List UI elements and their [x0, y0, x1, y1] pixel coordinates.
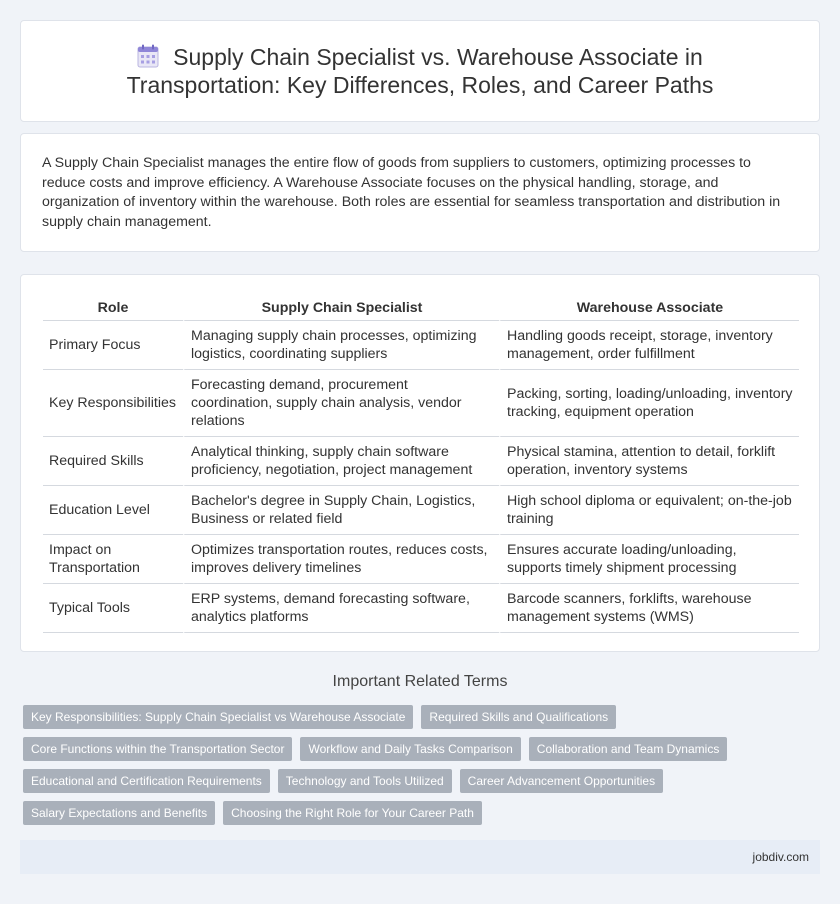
table-row	[43, 321, 799, 370]
related-terms-list	[23, 705, 823, 833]
related-term-tag[interactable]: Core Functions within the Transportation Sector	[23, 737, 292, 761]
table-cell: Bachelor's degree in Supply Chain, Logistics, Business or related field	[183, 486, 499, 535]
related-term-tag[interactable]: Key Responsibilities: Supply Chain Specialist vs Warehouse Associate	[23, 705, 413, 729]
page-title	[21, 43, 819, 99]
table-cell: Ensures accurate loading/unloading, supports timely shipment processing	[499, 535, 799, 584]
table-cell: Physical stamina, attention to detail, forklift operation, inventory systems	[499, 437, 799, 486]
table-cell: Barcode scanners, forklifts, warehouse management systems (WMS)	[499, 584, 799, 633]
row-label: Primary Focus	[43, 321, 183, 370]
table-cell: Optimizes transportation routes, reduces costs, improves delivery timelines	[183, 535, 499, 584]
page-title-text: Supply Chain Specialist vs. Warehouse Associate in Transportation: Key Differences, Roles, and Career Paths	[126, 44, 714, 98]
comparison-card	[20, 274, 820, 652]
footer-site-link[interactable]: jobdiv.com	[752, 850, 809, 864]
table-row	[43, 486, 799, 535]
related-term-tag[interactable]: Educational and Certification Requirements	[23, 769, 270, 793]
table-cell: Handling goods receipt, storage, inventory management, order fulfillment	[499, 321, 799, 370]
table-row	[43, 370, 799, 437]
table-cell: Packing, sorting, loading/unloading, inventory tracking, equipment operation	[499, 370, 799, 437]
row-label: Typical Tools	[43, 584, 183, 633]
intro-card	[20, 133, 820, 252]
table-cell: Forecasting demand, procurement coordination, supply chain analysis, vendor relations	[183, 370, 499, 437]
table-cell: ERP systems, demand forecasting software, analytics platforms	[183, 584, 499, 633]
column-header-warehouse-associate: Warehouse Associate	[499, 295, 799, 321]
table-row	[43, 437, 799, 486]
related-term-tag[interactable]: Technology and Tools Utilized	[278, 769, 452, 793]
table-header-row	[43, 295, 799, 321]
table-row	[43, 535, 799, 584]
footer	[20, 840, 820, 874]
related-term-tag[interactable]: Career Advancement Opportunities	[460, 769, 663, 793]
related-terms-heading: Important Related Terms	[332, 673, 508, 690]
related-term-tag[interactable]: Workflow and Daily Tasks Comparison	[300, 737, 520, 761]
row-label: Key Responsibilities	[43, 370, 183, 437]
comparison-table	[43, 295, 799, 633]
intro-paragraph: A Supply Chain Specialist manages the entire flow of goods from suppliers to customers, optimizing processes to reduce costs and improve efficiency. A Warehouse Associate focuses on the physical handling, storage, and organization of inventory within the warehouse. Both roles are essential for seamless transportation and distribution in supply chain management.	[42, 155, 781, 230]
row-label: Education Level	[43, 486, 183, 535]
row-label: Required Skills	[43, 437, 183, 486]
table-row	[43, 584, 799, 633]
table-cell: Managing supply chain processes, optimizing logistics, coordinating suppliers	[183, 321, 499, 370]
related-term-tag[interactable]: Collaboration and Team Dynamics	[529, 737, 728, 761]
table-cell: Analytical thinking, supply chain software proficiency, negotiation, project management	[183, 437, 499, 486]
related-term-tag[interactable]: Salary Expectations and Benefits	[23, 801, 215, 825]
title-card	[20, 20, 820, 122]
related-term-tag[interactable]: Required Skills and Qualifications	[421, 705, 616, 729]
table-cell: High school diploma or equivalent; on-the-job training	[499, 486, 799, 535]
row-label: Impact on Transportation	[43, 535, 183, 584]
calendar-icon	[137, 44, 159, 68]
column-header-role: Role	[43, 295, 183, 321]
column-header-supply-chain-specialist: Supply Chain Specialist	[183, 295, 499, 321]
related-term-tag[interactable]: Choosing the Right Role for Your Career Path	[223, 801, 482, 825]
